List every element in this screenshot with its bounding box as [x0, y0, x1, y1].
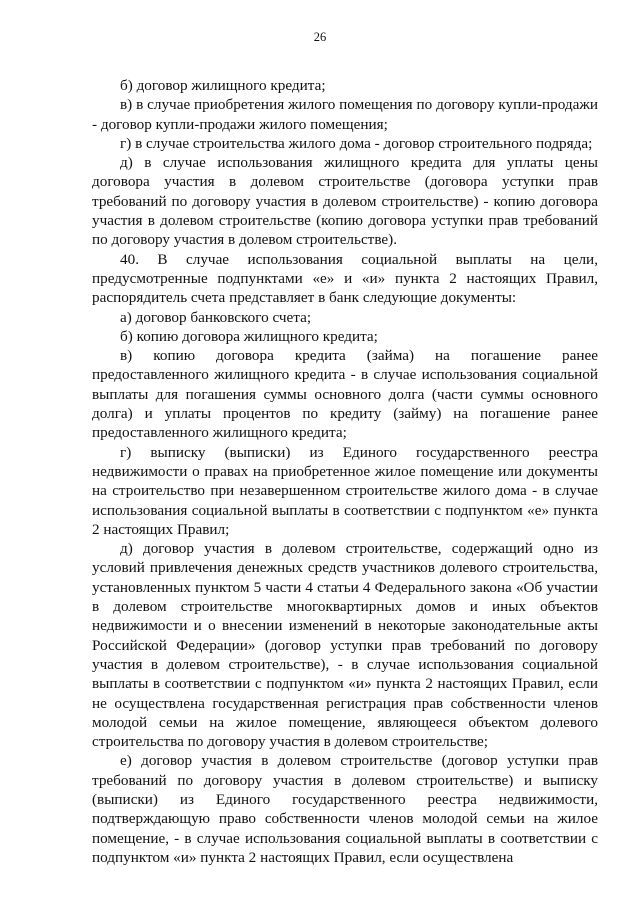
paragraph-40-d: д) договор участия в долевом строительстве, содержащий одно из условий привлечения денежных средств участников долевого строительства, установленных пунктом 5 части 4 статьи 4 Федерального закона «Об участии в долевом строительстве многоквартирных домов и иных объектов недвижимости и о внесении изменений в некоторые законодательные акты Российской Федерации» (договор уступки прав требований по договору участия в долевом строительстве), - в случае использования социальной выплаты в соответствии с подпунктом «и» пункта 2 настоящих Правил, если не осуществлена государственная регистрация прав собственности членов молодой семьи на жилое помещение, являющееся объектом долевого строительства по договору участия в долевом строительстве;: [92, 540, 598, 751]
paragraph-b-housing-loan: б) договор жилищного кредита;: [120, 77, 326, 94]
paragraph-40-a: а) договор банковского счета;: [120, 308, 312, 326]
paragraph-d-shared-construction: д) в случае использования жилищного кредита для уплаты цены договора участия в долевом строительстве (договора уступки прав требований по договору участия в долевом строительстве) - копию договора участия в долевом строительстве (копию договора уступки прав требований по договору участия в долевом строительстве).: [92, 154, 598, 249]
paragraph-g-construction: г) в случае строительства жилого дома - договор строительного подряда;: [120, 134, 593, 152]
paragraph-40-v: в) копию договора кредита (займа) на погашение ранее предоставленного жилищного кредита - в случае использования социальной выплаты для погашения суммы основного долга (части суммы основного долга) и уплаты процентов по кредиту (займу) на погашение ранее предоставленного жилищного кредита;: [92, 347, 598, 442]
page-number: 26: [313, 30, 327, 44]
document-body: [92, 76, 598, 867]
paragraph-item-40: 40. В случае использования социальной выплаты на цели, предусмотренные подпунктами «е» и «и» пункта 2 настоящих Правил, распорядитель счета представляет в банк следующие документы:: [92, 250, 598, 307]
paragraph-40-e: е) договор участия в долевом строительстве (договор уступки прав требований по договору участия в долевом строительстве) и выписку (выписки) из Единого государственного реестра недвижимости, подтверждающую право собственности членов молодой семьи на жилое помещение, - в случае использования социальной выплаты в соответствии с подпунктом «и» пункта 2 настоящих Правил, если осуществлена: [92, 752, 598, 866]
paragraph-40-b: б) копию договора жилищного кредита;: [120, 327, 378, 345]
paragraph-v-purchase: в) в случае приобретения жилого помещения по договору купли-продажи - договор купли-продажи жилого помещения;: [92, 96, 598, 133]
paragraph-40-g: г) выписку (выписки) из Единого государственного реестра недвижимости о правах на приобретенное жилое помещение или документы на строительство при незавершенном строительстве жилого дома - в случае использования социальной выплаты в соответствии с подпунктом «е» пункта 2 настоящих Правил;: [92, 443, 598, 538]
